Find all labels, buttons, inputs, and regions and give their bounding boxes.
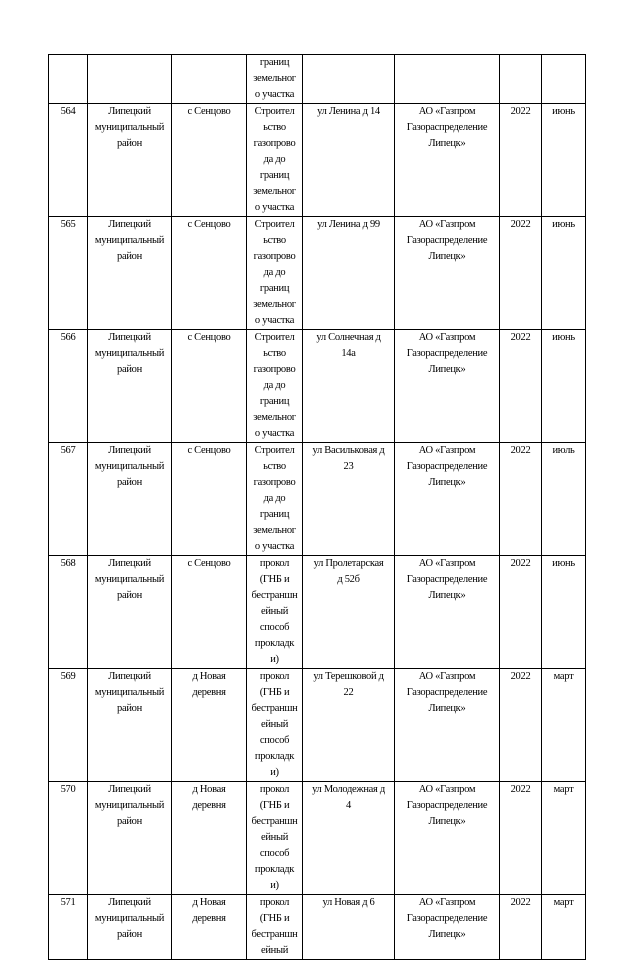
month-cell: март (542, 782, 586, 895)
month-cell: июнь (542, 556, 586, 669)
address-cell: ул Молодежная д 4 (303, 782, 395, 895)
row-number-cell (49, 55, 88, 104)
district-cell: Липецкий муниципальный район (88, 104, 172, 217)
year-cell: 2022 (500, 782, 542, 895)
table-row (49, 330, 586, 443)
row-number-cell: 568 (49, 556, 88, 669)
locality-cell: с Сенцово (172, 443, 247, 556)
year-cell: 2022 (500, 217, 542, 330)
work-type-cell: прокол (ГНБ и бестраншн ейный способ прокладк и) (247, 782, 303, 895)
year-cell: 2022 (500, 669, 542, 782)
organization-cell: АО «Газпром Газораспределение Липецк» (395, 782, 500, 895)
table-row (49, 104, 586, 217)
work-type-cell: Строител ьство газопрово да до границ земельног о участка (247, 443, 303, 556)
district-cell: Липецкий муниципальный район (88, 895, 172, 960)
row-number-cell: 571 (49, 895, 88, 960)
row-number-cell: 570 (49, 782, 88, 895)
organization-cell: АО «Газпром Газораспределение Липецк» (395, 669, 500, 782)
row-number-cell: 567 (49, 443, 88, 556)
year-cell: 2022 (500, 104, 542, 217)
month-cell: июль (542, 443, 586, 556)
year-cell: 2022 (500, 556, 542, 669)
district-cell: Липецкий муниципальный район (88, 330, 172, 443)
address-cell: ул Ленина д 14 (303, 104, 395, 217)
month-cell (542, 55, 586, 104)
locality-cell: с Сенцово (172, 104, 247, 217)
work-type-cell: границ земельног о участка (247, 55, 303, 104)
district-cell: Липецкий муниципальный район (88, 782, 172, 895)
table-row (49, 217, 586, 330)
year-cell: 2022 (500, 895, 542, 960)
work-type-cell: Строител ьство газопрово да до границ земельног о участка (247, 104, 303, 217)
locality-cell: д Новая деревня (172, 895, 247, 960)
address-cell: ул Солнечная д 14а (303, 330, 395, 443)
address-cell: ул Терешковой д 22 (303, 669, 395, 782)
district-cell: Липецкий муниципальный район (88, 217, 172, 330)
table-row (49, 895, 586, 960)
year-cell (500, 55, 542, 104)
address-cell: ул Ленина д 99 (303, 217, 395, 330)
table-row (49, 443, 586, 556)
table-row (49, 556, 586, 669)
locality-cell (172, 55, 247, 104)
organization-cell: АО «Газпром Газораспределение Липецк» (395, 330, 500, 443)
district-cell (88, 55, 172, 104)
table-row (49, 782, 586, 895)
table-row (49, 55, 586, 104)
organization-cell: АО «Газпром Газораспределение Липецк» (395, 217, 500, 330)
gas-pipeline-schedule-table (48, 54, 586, 960)
work-type-cell: прокол (ГНБ и бестраншн ейный (247, 895, 303, 960)
table-row (49, 669, 586, 782)
address-cell: ул Васильковая д 23 (303, 443, 395, 556)
locality-cell: с Сенцово (172, 217, 247, 330)
month-cell: июнь (542, 217, 586, 330)
work-type-cell: прокол (ГНБ и бестраншн ейный способ прокладк и) (247, 669, 303, 782)
organization-cell: АО «Газпром Газораспределение Липецк» (395, 556, 500, 669)
row-number-cell: 566 (49, 330, 88, 443)
locality-cell: с Сенцово (172, 330, 247, 443)
work-type-cell: прокол (ГНБ и бестраншн ейный способ прокладк и) (247, 556, 303, 669)
address-cell (303, 55, 395, 104)
year-cell: 2022 (500, 443, 542, 556)
organization-cell: АО «Газпром Газораспределение Липецк» (395, 104, 500, 217)
work-type-cell: Строител ьство газопрово да до границ земельног о участка (247, 330, 303, 443)
work-type-cell: Строител ьство газопрово да до границ земельног о участка (247, 217, 303, 330)
month-cell: июнь (542, 104, 586, 217)
locality-cell: д Новая деревня (172, 669, 247, 782)
row-number-cell: 569 (49, 669, 88, 782)
district-cell: Липецкий муниципальный район (88, 669, 172, 782)
locality-cell: с Сенцово (172, 556, 247, 669)
locality-cell: д Новая деревня (172, 782, 247, 895)
row-number-cell: 564 (49, 104, 88, 217)
district-cell: Липецкий муниципальный район (88, 556, 172, 669)
organization-cell: АО «Газпром Газораспределение Липецк» (395, 443, 500, 556)
month-cell: март (542, 895, 586, 960)
district-cell: Липецкий муниципальный район (88, 443, 172, 556)
organization-cell: АО «Газпром Газораспределение Липецк» (395, 895, 500, 960)
row-number-cell: 565 (49, 217, 88, 330)
address-cell: ул Новая д 6 (303, 895, 395, 960)
month-cell: март (542, 669, 586, 782)
address-cell: ул Пролетарская д 52б (303, 556, 395, 669)
organization-cell (395, 55, 500, 104)
year-cell: 2022 (500, 330, 542, 443)
month-cell: июнь (542, 330, 586, 443)
